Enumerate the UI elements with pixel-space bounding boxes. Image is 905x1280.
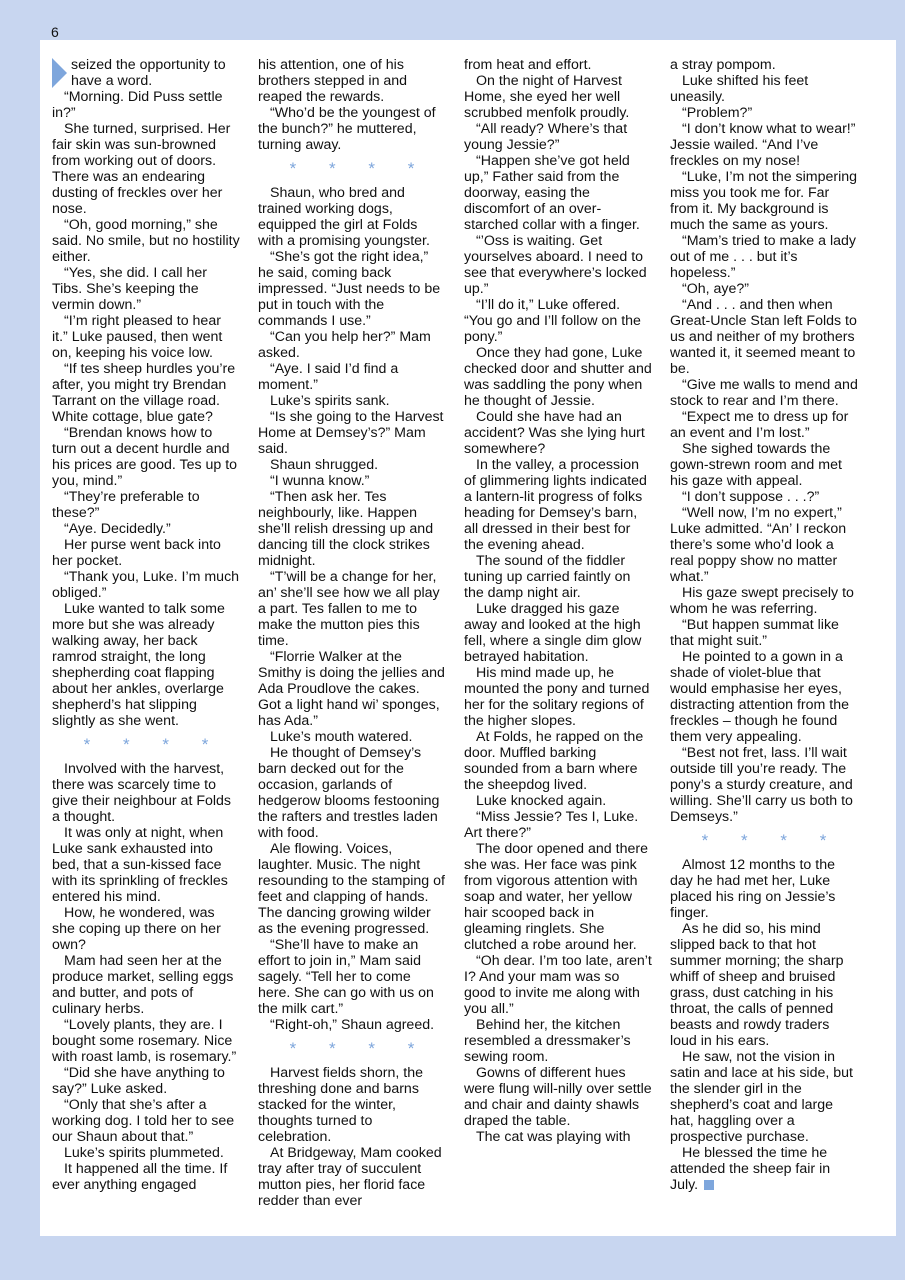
text-column-3 <box>464 57 652 1145</box>
paragraph: “All ready? Where’s that young Jessie?” <box>464 121 628 153</box>
paragraph: Luke knocked again. <box>476 793 607 809</box>
paragraph: She turned, surprised. Her fair skin was sun-browned from working out of doors. There was an endearing dusting of freckles over her nose. <box>52 121 231 217</box>
paragraph: “Can you help her?” Mam asked. <box>258 329 431 361</box>
paragraph: In the valley, a procession of glimmering lights indicated a lantern-lit progress of folks heading for Demsey’s barn, all dressed in their best for the evening ahead. <box>464 457 647 553</box>
paragraph: Once they had gone, Luke checked door and shutter and was saddling the pony when he thought of Jessie. <box>464 345 652 409</box>
paragraph: “I don’t suppose . . .?” <box>682 489 820 505</box>
paragraph: from heat and effort. <box>464 57 592 73</box>
paragraph: “If tes sheep hurdles you’re after, you might try Brendan Tarrant on the village road. White cottage, blue gate? <box>52 361 236 425</box>
paragraph: Involved with the harvest, there was scarcely time to give their neighbour at Folds a thought. <box>52 761 232 825</box>
paragraph: He pointed to a gown in a shade of violet-blue that would emphasise her eyes, distracting attention from the freckles – though he found them very appealing. <box>670 649 850 745</box>
paragraph: “She’ll have to make an effort to join in,” Mam said sagely. “Tell her to come here. She can go with us on the milk cart.” <box>258 937 434 1017</box>
paragraph: He thought of Demsey’s barn decked out for the occasion, garlands of hedgerow blooms festooning the rafters and trestles laden with food. <box>258 745 440 841</box>
paragraph: He saw, not the vision in satin and lace at his side, but the slender girl in the shepherd’s coat and large hat, haggling over a prospective purchase. <box>670 1049 853 1145</box>
text-column-1 <box>52 57 240 1193</box>
paragraph: At Folds, he rapped on the door. Muffled barking sounded from a barn where the sheepdog lived. <box>464 729 644 793</box>
paragraph: Luke wanted to talk some more but she was already walking away, her back ramrod straight, the long shepherding coat flapping about her ankles, overlarge shepherd’s hat slipping slightly as she went. <box>52 601 225 729</box>
end-of-story-square-icon <box>704 1180 714 1190</box>
paragraph: Ale flowing. Voices, laughter. Music. The night resounding to the stamping of feet and clapping of hands. The dancing growing wilder as the evening progressed. <box>258 841 445 937</box>
paragraph: “But happen summat like that might suit.” <box>670 617 839 649</box>
paragraph: “And . . . and then when Great-Uncle Stan left Folds to us and neither of my brothers wanted it, it seemed meant to be. <box>670 297 857 377</box>
paragraph: “Brendan knows how to turn out a decent hurdle and his prices are good. Tes up to you, mind.” <box>52 425 238 489</box>
section-break-stars: * * * * <box>83 735 223 754</box>
paragraph: “Happen she’ve got held up,” Father said from the doorway, easing the discomfort of an over-starched collar with a finger. <box>464 153 640 233</box>
paragraph: “Miss Jessie? Tes I, Luke. Art there?” <box>464 809 639 841</box>
paragraph: How, he wondered, was she coping up there on her own? <box>52 905 221 953</box>
paragraph: “I’ll do it,” Luke offered. “You go and I’ll follow on the pony.” <box>464 297 641 345</box>
paragraph: The cat was playing with <box>476 1129 631 1145</box>
paragraph: “Who’d be the youngest of the bunch?” he muttered, turning away. <box>258 105 436 153</box>
paragraph: “Did she have anything to say?” Luke asked. <box>52 1065 225 1097</box>
paragraph: “Luke, I’m not the simpering miss you took me for. Far from it. My background is much the same as yours. <box>670 169 858 233</box>
paragraph: “Expect me to dress up for an event and I’m lost.” <box>670 409 849 441</box>
paragraph: It was only at night, when Luke sank exhausted into bed, that a sun-kissed face with its sprinkling of freckles entered his mind. <box>52 825 228 905</box>
article-page <box>40 40 896 1236</box>
paragraph: “Oh dear. I’m too late, aren’t I? And your mam was so good to invite me along with you all.” <box>464 953 652 1017</box>
paragraph: The door opened and there she was. Her face was pink from vigorous attention with soap and water, her yellow hair scooped back in gleaming ringlets. She clutched a robe around her. <box>464 841 648 953</box>
paragraph: On the night of Harvest Home, she eyed her well scrubbed menfolk proudly. <box>464 73 630 121</box>
paragraph: “I’m right pleased to hear it.” Luke paused, then went on, keeping his voice low. <box>52 313 223 361</box>
paragraph: Luke’s spirits plummeted. <box>64 1145 224 1161</box>
paragraph: “’Oss is waiting. Get yourselves aboard. I need to see that everywhere’s locked up.” <box>464 233 647 297</box>
paragraph: Luke’s mouth watered. <box>270 729 413 745</box>
paragraph: “Give me walls to mend and stock to rear and I’m there. <box>670 377 858 409</box>
paragraph: “I wunna know.” <box>270 473 370 489</box>
text-column-2 <box>258 57 446 1209</box>
paragraph: a stray pompom. <box>670 57 776 73</box>
paragraph: The sound of the fiddler tuning up carried faintly on the damp night air. <box>464 553 631 601</box>
paragraph: “T’will be a change for her, an’ she’ll see how we all play a part. Tes fallen to me to make the mutton pies this time. <box>258 569 440 649</box>
paragraph: “I don’t know what to wear!” Jessie wailed. “And I’ve freckles on my nose! <box>670 121 856 169</box>
story-start-arrow-icon <box>52 58 67 88</box>
paragraph: Almost 12 months to the day he had met her, Luke placed his ring on Jessie’s finger. <box>670 857 836 921</box>
paragraph: “She’s got the right idea,” he said, coming back impressed. “Just needs to be put in touch with the commands I use.” <box>258 249 441 329</box>
paragraph: He blessed the time he attended the sheep fair in July. <box>670 1145 831 1193</box>
paragraph: Shaun, who bred and trained working dogs, equipped the girl at Folds with a promising youngster. <box>258 185 430 249</box>
paragraph: “Thank you, Luke. I’m much obliged.” <box>52 569 240 601</box>
paragraph: “Best not fret, lass. I’ll wait outside till you’re ready. The pony’s a sturdy creature, and willing. She’ll carry us both to Demseys.” <box>670 745 853 825</box>
paragraph: Could she have had an accident? Was she lying hurt somewhere? <box>464 409 645 457</box>
paragraph: As he did so, his mind slipped back to that hot summer morning; the sharp whiff of sheep and bruised grass, dust catching in his throat, the calls of penned beasts and rowdy traders loud in his ears. <box>670 921 844 1049</box>
paragraph: Harvest fields shorn, the threshing done and barns stacked for the winter, thoughts turned to celebration. <box>258 1065 423 1145</box>
section-break-stars: * * * * <box>701 831 841 850</box>
paragraph: Shaun shrugged. <box>270 457 379 473</box>
paragraph: “Is she going to the Harvest Home at Demsey’s?” Mam said. <box>258 409 444 457</box>
paragraph: Her purse went back into her pocket. <box>52 537 221 569</box>
text-column-4 <box>670 57 858 1193</box>
paragraph: “They’re preferable to these?” <box>52 489 200 521</box>
paragraph: “Aye. I said I’d find a moment.” <box>258 361 399 393</box>
paragraph: Behind her, the kitchen resembled a dressmaker’s sewing room. <box>464 1017 631 1065</box>
paragraph: “Yes, she did. I call her Tibs. She’s keeping the vermin down.” <box>52 265 208 313</box>
paragraph: Gowns of different hues were flung will-nilly over settle and chair and dainty shawls draped the table. <box>464 1065 652 1129</box>
paragraph: seized the opportunity to have a word. <box>52 57 240 89</box>
paragraph: “Then ask her. Tes neighbourly, like. Happen she’ll relish dressing up and dancing till the clock strikes midnight. <box>258 489 434 569</box>
paragraph: “Morning. Did Puss settle in?” <box>52 89 223 121</box>
paragraph: Luke dragged his gaze away and looked at the high fell, where a single dim glow betrayed habitation. <box>464 601 642 665</box>
page-number: 6 <box>51 24 59 40</box>
paragraph: “Aye. Decidedly.” <box>64 521 171 537</box>
paragraph: “Lovely plants, they are. I bought some rosemary. Nice with roast lamb, is rosemary.” <box>52 1017 237 1065</box>
paragraph: His gaze swept precisely to whom he was referring. <box>670 585 854 617</box>
paragraph: “Oh, good morning,” she said. No smile, but no hostility either. <box>52 217 240 265</box>
paragraph: “Problem?” <box>682 105 753 121</box>
paragraph: “Mam’s tried to make a lady out of me . . . but it’s hopeless.” <box>670 233 856 281</box>
paragraph: At Bridgeway, Mam cooked tray after tray of succulent mutton pies, her florid face redder than ever <box>258 1145 442 1209</box>
paragraph: His mind made up, he mounted the pony and turned her for the solitary regions of the higher slopes. <box>464 665 650 729</box>
paragraph: It happened all the time. If ever anything engaged <box>52 1161 228 1193</box>
paragraph: “Oh, aye?” <box>682 281 750 297</box>
paragraph: “Florrie Walker at the Smithy is doing the jellies and Ada Proudlove the cakes. Got a light hand wi’ sponges, has Ada.” <box>258 649 445 729</box>
paragraph: Luke’s spirits sank. <box>270 393 390 409</box>
paragraph: Mam had seen her at the produce market, selling eggs and butter, and pots of culinary herbs. <box>52 953 234 1017</box>
paragraph: his attention, one of his brothers stepped in and reaped the rewards. <box>258 57 408 105</box>
paragraph: “Right-oh,” Shaun agreed. <box>270 1017 435 1033</box>
paragraph: She sighed towards the gown-strewn room and met his gaze with appeal. <box>670 441 842 489</box>
section-break-stars: * * * * <box>289 1039 429 1058</box>
paragraph: Luke shifted his feet uneasily. <box>670 73 809 105</box>
paragraph: “Only that she’s after a working dog. I told her to see our Shaun about that.” <box>52 1097 235 1145</box>
section-break-stars: * * * * <box>289 159 429 178</box>
paragraph: “Well now, I’m no expert,” Luke admitted. “An’ I reckon there’s some who’d look a real poppy show no matter what.” <box>670 505 847 585</box>
